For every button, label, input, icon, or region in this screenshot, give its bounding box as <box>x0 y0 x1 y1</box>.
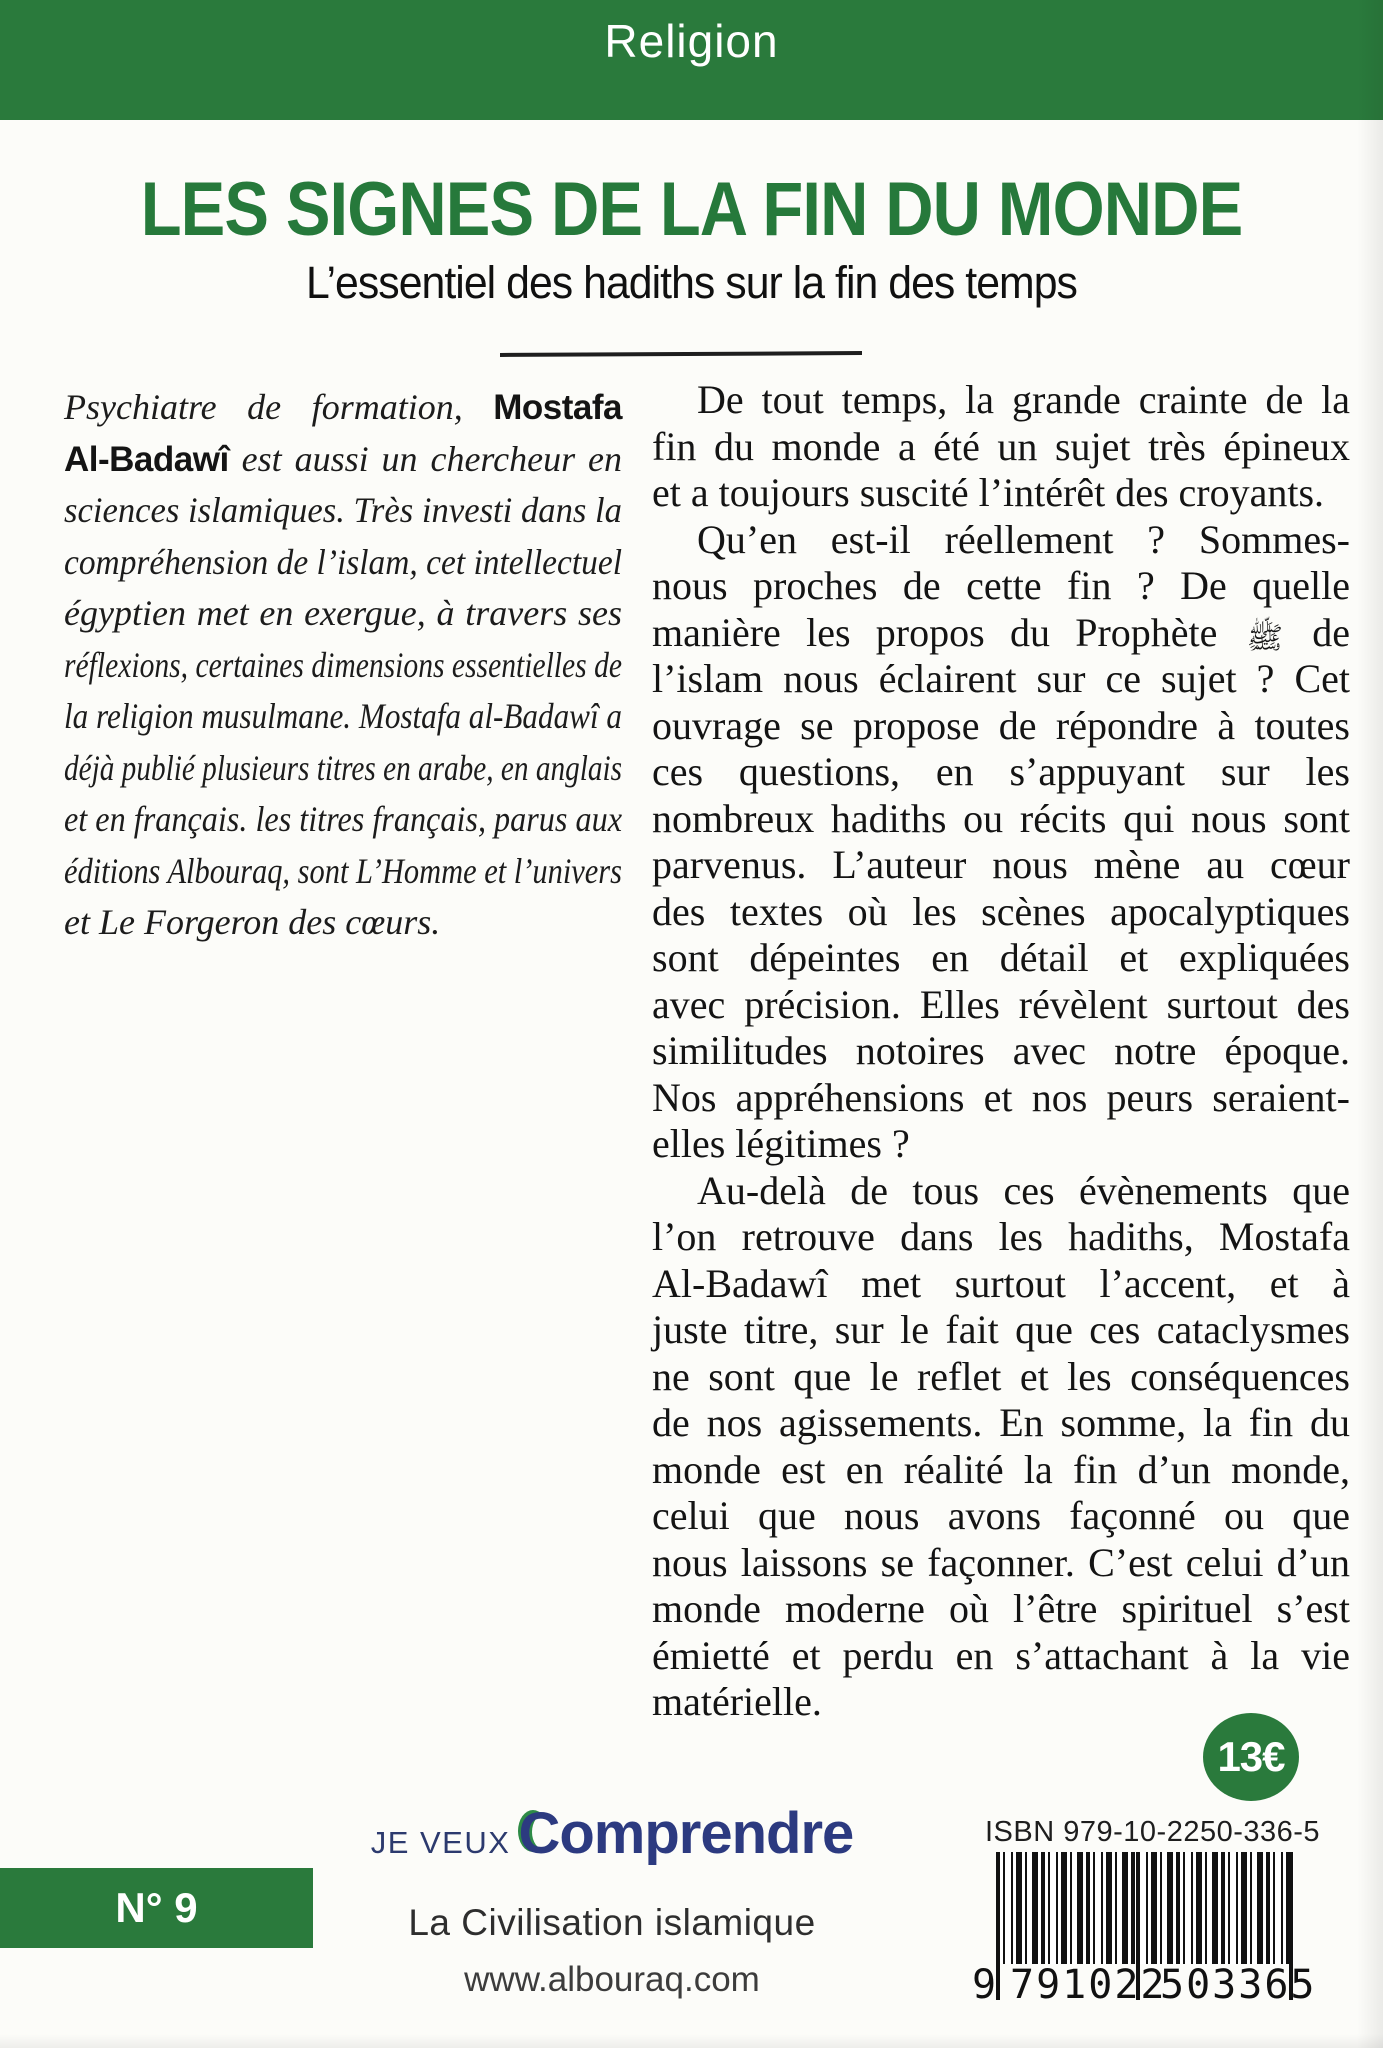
description-line: monde est en réalité la fin d’un monde, <box>652 1446 1350 1492</box>
description-line: ouvrage se propose de répondre à toutes <box>652 702 1350 748</box>
book-subtitle: L’essentiel des hadiths sur la fin des temps <box>306 257 1077 308</box>
description-line: matérielle. <box>652 1679 822 1724</box>
description-line: nous proches de cette fin ? De quelle <box>652 563 1350 608</box>
title-divider <box>500 351 862 357</box>
description-line: Nos appréhensions et nos peurs seraient- <box>652 1074 1350 1120</box>
description-line: De tout temps, la grande crainte de la <box>697 377 1350 422</box>
book-title: LES SIGNES DE LA FIN DU MONDE <box>140 167 1243 252</box>
description-column <box>652 377 1350 1726</box>
description-line: nombreux hadiths ou récits qui nous sont <box>652 795 1350 841</box>
description-line: celui que nous avons façonné ou que <box>652 1493 1350 1538</box>
description-line: Al-Badawî met surtout l’accent, et à <box>652 1260 1350 1306</box>
description-line: l’on retrouve dans les hadiths, Mostafa <box>652 1214 1350 1259</box>
description-line: monde moderne où l’être spirituel s’est <box>652 1586 1350 1631</box>
category-label: Religion <box>604 15 779 67</box>
description-line: elles légitimes ? <box>652 1121 910 1166</box>
page-edge-shadow-right <box>1357 0 1383 2048</box>
collection-series-label: La Civilisation islamique <box>408 1902 816 1943</box>
description-line: de nos agissements. En somme, la fin du <box>652 1400 1350 1445</box>
bio-line: éditions Albouraq, sont L’Homme et l’univers <box>64 850 622 891</box>
description-line: Qu’en est-il réellement ? Sommes- <box>697 516 1350 562</box>
description-line: l’islam nous éclairent sur ce sujet ? Cet <box>652 656 1350 701</box>
description-line: avec précision. Elles révèlent surtout des <box>652 981 1350 1027</box>
bio-line: et en français. les titres français, parus aux <box>64 799 622 839</box>
description-line: manière les propos du Prophète ﷺ de <box>652 609 1350 655</box>
description-line: émietté et perdu en s’attachant à la vie <box>652 1632 1350 1678</box>
brand-name-label: Comprendre <box>518 1801 854 1866</box>
description-line: parvenus. L’auteur nous mène au cœur <box>652 842 1350 887</box>
author-bio-column <box>64 382 622 949</box>
price-label: 13€ <box>1217 1733 1285 1780</box>
publisher-website: www.albouraq.com <box>464 1960 760 1999</box>
description-line: similitudes notoires avec notre époque. <box>652 1028 1350 1073</box>
page-edge-shadow-bottom <box>0 2034 1383 2048</box>
description-line: ne sont que le reflet et les conséquences <box>652 1353 1350 1399</box>
brand-prefix-label: JE VEUX <box>370 1825 511 1860</box>
category-banner <box>0 0 1383 120</box>
bio-line: compréhension de l’islam, cet intellectuel <box>64 541 622 582</box>
bio-line: sciences islamiques. Très investi dans la <box>64 490 622 530</box>
description-line: fin du monde a été un sujet très épineux <box>652 423 1350 469</box>
bio-line: déjà publié plusieurs titres en arabe, en anglais <box>64 747 622 788</box>
ean-digits <box>972 1962 1317 2008</box>
description-line: nous laissons se façonner. C’est celui d’un <box>652 1539 1350 1585</box>
ean-barcode <box>996 1852 1294 1964</box>
description-line: ces questions, en s’appuyant sur les <box>652 749 1350 794</box>
bio-line: Psychiatre de formation, Mostafa <box>64 387 622 427</box>
collection-number-label: N° 9 <box>115 1884 198 1931</box>
bio-line: et Le Forgeron des cœurs. <box>64 902 441 942</box>
description-line: des textes où les scènes apocalyptiques <box>652 888 1350 934</box>
bio-line: égyptien met en exergue, à travers ses <box>64 593 622 633</box>
bio-line: réflexions, certaines dimensions essentielles de <box>64 644 622 685</box>
description-line: juste titre, sur le fait que ces cataclysmes <box>652 1307 1350 1352</box>
bio-line: la religion musulmane. Mostafa al-Badawî a <box>64 696 622 736</box>
price-badge <box>1203 1713 1299 1801</box>
prophet-blessing-icon: ﷺ <box>1246 621 1283 655</box>
description-line: Au-delà de tous ces évènements que <box>697 1167 1350 1213</box>
ean-digit-group: 791022 <box>1010 1962 1167 2008</box>
ean-digit-group: 503365 <box>1160 1962 1317 2008</box>
description-line: et a toujours suscité l’intérêt des croyants. <box>652 470 1325 515</box>
ean-digit-group: 9 <box>972 1962 997 2008</box>
bio-line: Al-Badawî est aussi un chercheur en <box>64 438 622 479</box>
description-line: sont dépeintes en détail et expliquées <box>652 935 1350 980</box>
isbn-label: ISBN 979-10-2250-336-5 <box>985 1816 1321 1848</box>
